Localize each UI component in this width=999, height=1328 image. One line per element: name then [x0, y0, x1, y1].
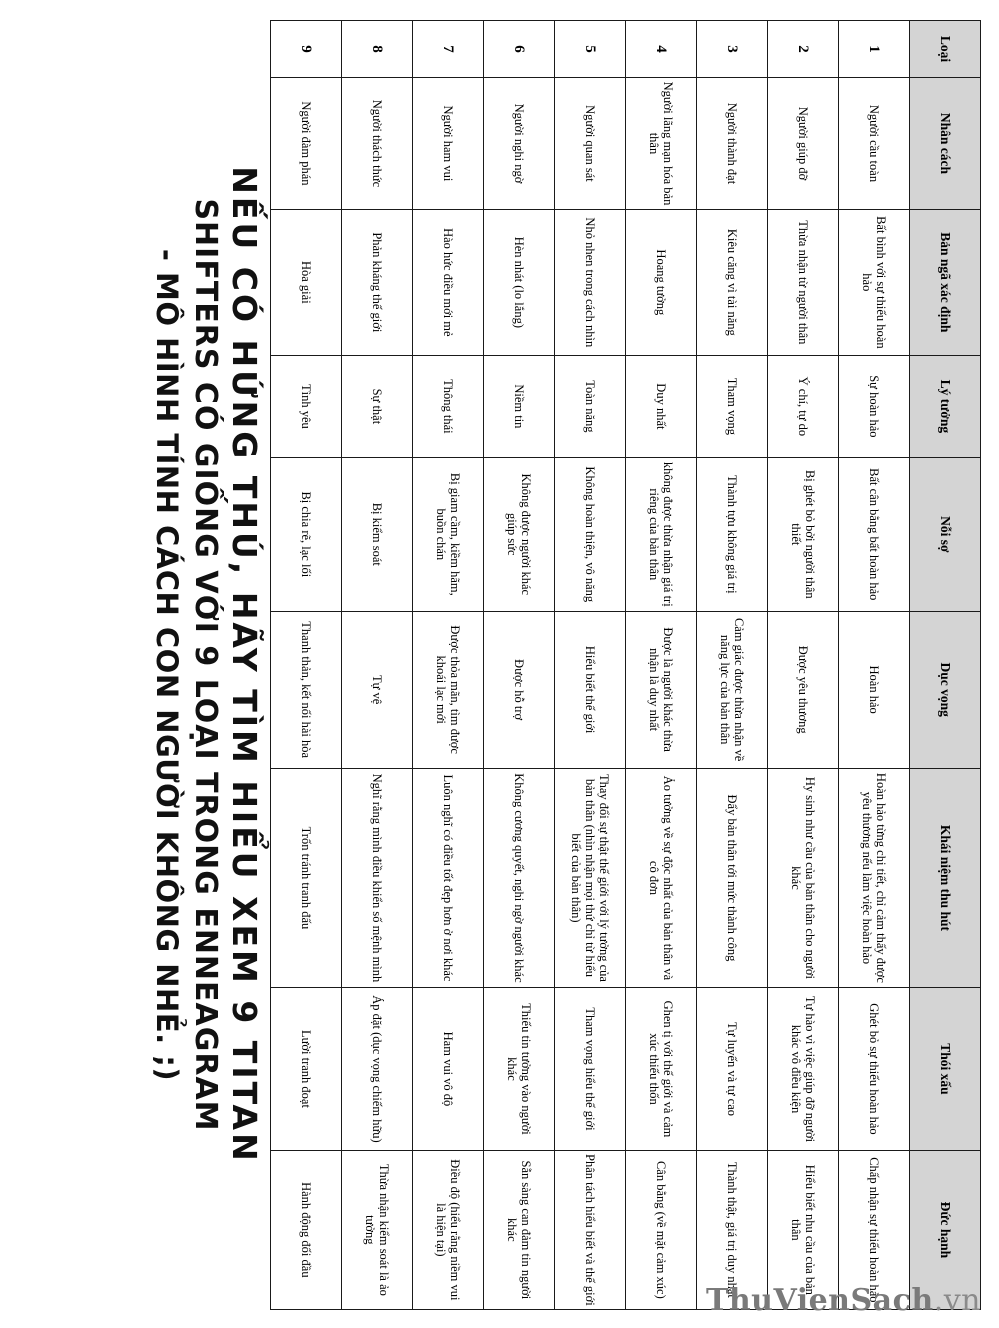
cell-duc-vong: Được hỗ trợ [484, 611, 555, 768]
table-row [413, 21, 484, 1310]
cell-loai: 2 [768, 21, 839, 78]
table-row [342, 21, 413, 1310]
cell-loai: 1 [839, 21, 910, 78]
cell-nhan-cach: Người cầu toàn [839, 78, 910, 210]
cell-ban-nga: Hèn nhát (lo lắng) [484, 209, 555, 355]
cell-noi-so: Không được người khác giúp sức [484, 457, 555, 611]
cell-duc-hanh: Hành động đối đầu [271, 1150, 342, 1309]
cell-duc-vong: Thanh thản, kết nối hài hòa [271, 611, 342, 768]
cell-thoi-xau: Thiếu tin tưởng vào người khác [484, 988, 555, 1150]
enneagram-table [270, 20, 981, 1310]
cell-nhan-cach: Người nghi ngờ [484, 78, 555, 210]
cell-ban-nga: Bất bình với sự thiếu hoàn hảo [839, 209, 910, 355]
cell-ly-tuong: Sự hoàn hảo [839, 355, 910, 457]
cell-noi-so: Bị giam cầm, kiềm hãm, buồn chán [413, 457, 484, 611]
cell-duc-vong: Hiểu biết thế giới [555, 611, 626, 768]
table-row [484, 21, 555, 1310]
cell-ly-tuong: Tham vọng [697, 355, 768, 457]
column-header-thoi-xau: Thói xấu [910, 988, 981, 1150]
cell-duc-vong: Hoàn hảo [839, 611, 910, 768]
cell-nhan-cach: Người giúp đỡ [768, 78, 839, 210]
cell-khai-niem: Trốn tránh tranh đấu [271, 768, 342, 988]
cell-ban-nga: Hoang tưởng [626, 209, 697, 355]
column-header-khai-niem: Khái niệm thu hút [910, 768, 981, 988]
cell-ban-nga: Hòa giải [271, 209, 342, 355]
table-row [626, 21, 697, 1310]
cell-thoi-xau: Ham vui vô độ [413, 988, 484, 1150]
cell-duc-hanh: Điều độ (hiểu rằng niềm vui là hiện tại) [413, 1150, 484, 1309]
cell-ly-tuong: Thông thái [413, 355, 484, 457]
title-line-1: NẾU CÓ HỨNG THÚ, HÃY TÌM HIỂU XEM 9 TITAN [225, 166, 264, 1164]
column-header-loai: Loại [910, 21, 981, 78]
cell-khai-niem: Thay đổi sự thật thế giới với lý tưởng của bản thân (nhìn nhận mọi thứ chỉ từ hiểu biết của bản thân) [555, 768, 626, 988]
title-line-3: - MÔ HÌNH TÍNH CÁCH CON NGƯỜI KHÔNG NHẺ. ;) [150, 248, 184, 1082]
cell-loai: 4 [626, 21, 697, 78]
cell-loai: 3 [697, 21, 768, 78]
cell-duc-hanh: Chấp nhận sự thiếu hoàn hảo [839, 1150, 910, 1309]
cell-khai-niem: Luôn nghĩ có điều tốt đẹp hơn ở nơi khác [413, 768, 484, 988]
cell-duc-vong: Được thỏa mãn, tìm được khoái lạc mới [413, 611, 484, 768]
cell-nhan-cach: Người lãng mạn hóa bản thân [626, 78, 697, 210]
cell-noi-so: Bất cân bằng bất hoàn hảo [839, 457, 910, 611]
column-header-ly-tuong: Lý tưởng [910, 355, 981, 457]
cell-thoi-xau: Ghen tị với thế giới và cảm xúc thiếu thốn [626, 988, 697, 1150]
cell-loai: 8 [342, 21, 413, 78]
cell-duc-hanh: Thừa nhận kiểm soát là ảo tưởng [342, 1150, 413, 1309]
cell-ly-tuong: Ý chí, tự do [768, 355, 839, 457]
cell-nhan-cach: Người quan sát [555, 78, 626, 210]
cell-ban-nga: Kiêu căng vì tài năng [697, 209, 768, 355]
cell-loai: 5 [555, 21, 626, 78]
watermark-brand: ThuVienSach [706, 1283, 934, 1318]
column-header-duc-vong: Dục vọng [910, 611, 981, 768]
table-row [555, 21, 626, 1310]
cell-thoi-xau: Ghét bỏ sự thiếu hoàn hảo [839, 988, 910, 1150]
cell-khai-niem: Nghĩ rằng mình điều khiển số mệnh mình [342, 768, 413, 988]
cell-ly-tuong: Tình yêu [271, 355, 342, 457]
cell-noi-so: Bị chia rẽ, lạc lối [271, 457, 342, 611]
watermark [706, 1283, 981, 1318]
title-line-2: SHIFTERS CÓ GIỐNG VỚI 9 LOẠI TRONG ENNEAGRAM [188, 198, 223, 1132]
cell-loai: 9 [271, 21, 342, 78]
cell-ly-tuong: Sự thật [342, 355, 413, 457]
watermark-domain: .vn [933, 1283, 981, 1318]
cell-khai-niem: Hy sinh như cầu của bản thân cho người khác [768, 768, 839, 988]
cell-thoi-xau: Áp đặt (dục vọng chiếm hữu) [342, 988, 413, 1150]
cell-noi-so: Bị ghét bỏ bởi người thân thiết [768, 457, 839, 611]
cell-duc-hanh: Sẵn sàng can đảm tin người khác [484, 1150, 555, 1309]
table-row [697, 21, 768, 1310]
column-header-ban-nga: Bản ngã xác định [910, 209, 981, 355]
cell-thoi-xau: Tự hào vì việc giúp đỡ người khác vô điều kiện [768, 988, 839, 1150]
table-row [768, 21, 839, 1310]
page-title [148, 60, 264, 1270]
cell-noi-so: Không hoàn thiện, vô năng [555, 457, 626, 611]
cell-duc-vong: Cảm giác được thừa nhận về năng lực của bản thân [697, 611, 768, 768]
column-header-noi-so: Nỗi sợ [910, 457, 981, 611]
column-header-duc-hanh: Đức hạnh [910, 1150, 981, 1309]
cell-ban-nga: Hào hức điều mới mẻ [413, 209, 484, 355]
cell-nhan-cach: Người đàm phán [271, 78, 342, 210]
column-header-nhan-cach: Nhân cách [910, 78, 981, 210]
cell-khai-niem: Ảo tưởng về sự độc nhất của bản thân và cô đơn [626, 768, 697, 988]
cell-ban-nga: Phản kháng thế giới [342, 209, 413, 355]
cell-ly-tuong: Duy nhất [626, 355, 697, 457]
cell-khai-niem: Không cương quyết, nghi ngờ người khác [484, 768, 555, 988]
cell-noi-so: Bị kiểm soát [342, 457, 413, 611]
cell-noi-so: không được thừa nhận giá trị riêng của bản thân [626, 457, 697, 611]
cell-duc-hanh: Cân bằng (về mặt cảm xúc) [626, 1150, 697, 1309]
cell-khai-niem: Hoàn hảo từng chi tiết, chỉ cảm thấy được yêu thương nếu làm việc hoàn hảo [839, 768, 910, 988]
cell-loai: 7 [413, 21, 484, 78]
cell-duc-vong: Được là người khác thừa nhận là duy nhất [626, 611, 697, 768]
cell-thoi-xau: Tham vọng hiểu thế giới [555, 988, 626, 1150]
cell-duc-hanh: Hiểu biết nhu cầu của bản thân [768, 1150, 839, 1309]
cell-nhan-cach: Người thành đạt [697, 78, 768, 210]
table-row [839, 21, 910, 1310]
cell-ban-nga: Thừa nhận từ người thân [768, 209, 839, 355]
cell-duc-hanh: Phân tách hiểu biết và thế giới [555, 1150, 626, 1309]
cell-noi-so: Thành tựu không giá trị [697, 457, 768, 611]
cell-loai: 6 [484, 21, 555, 78]
cell-thoi-xau: Tự luyến và tự cao [697, 988, 768, 1150]
cell-duc-vong: Được yêu thương [768, 611, 839, 768]
cell-ly-tuong: Niềm tin [484, 355, 555, 457]
cell-ly-tuong: Toàn năng [555, 355, 626, 457]
table-header-row [910, 21, 981, 1310]
cell-ban-nga: Nhỏ nhen trong cách nhìn [555, 209, 626, 355]
cell-nhan-cach: Người thách thức [342, 78, 413, 210]
cell-nhan-cach: Người ham vui [413, 78, 484, 210]
cell-duc-vong: Tự vệ [342, 611, 413, 768]
table-row [271, 21, 342, 1310]
cell-khai-niem: Đẩy bản thân tới mức thành công [697, 768, 768, 988]
cell-thoi-xau: Lười tranh đoạt [271, 988, 342, 1150]
cell-duc-hanh: Thành thật, giá trị duy nhất [697, 1150, 768, 1309]
